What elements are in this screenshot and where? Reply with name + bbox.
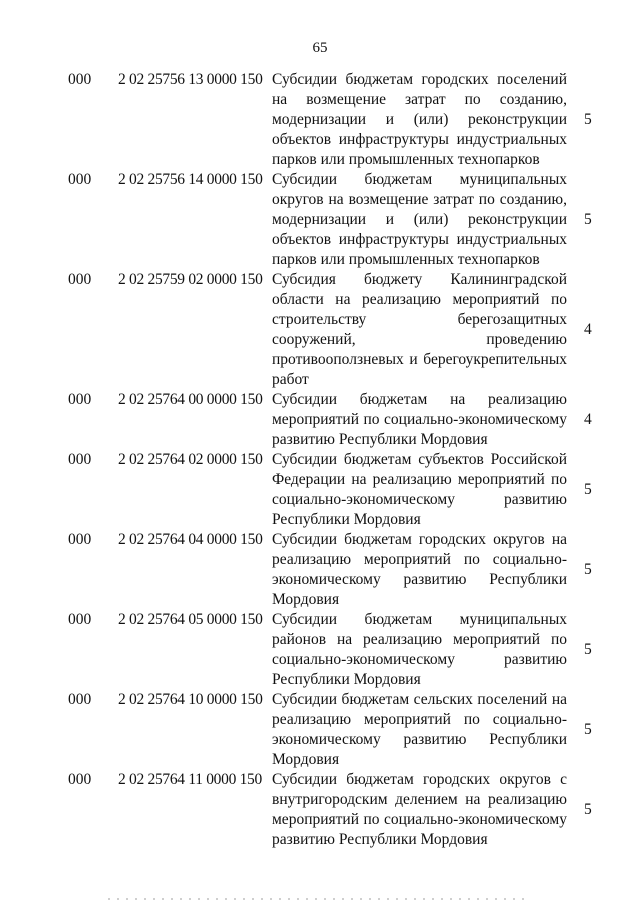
row-digit: 5 [584, 211, 592, 228]
income-name: Субсидии бюджетам городских округов на реализацию мероприятий по социально-экономическому развитию Республики Мордовия [272, 531, 567, 608]
budget-classification-code: 2 02 25756 13 0000 150 [118, 71, 263, 88]
row-digit: 5 [584, 801, 592, 818]
row-digit: 5 [584, 721, 592, 738]
budget-classification-code: 2 02 25764 10 0000 150 [118, 691, 263, 708]
income-name: Субсидии бюджетам городских поселений на возмещение затрат по созданию, модернизации и (или) реконструкции объектов инфраструктуры индустриальных парков или промышленных технопарков [272, 71, 567, 168]
table-row [0, 450, 640, 530]
row-digit: 4 [584, 321, 592, 338]
table-row [0, 690, 640, 770]
table-row [0, 770, 640, 850]
table-row [0, 530, 640, 610]
income-name: Субсидии бюджетам субъектов Российской Федерации на реализацию мероприятий по социально-экономическому развитию Республики Мордовия [272, 451, 567, 528]
admin-code: 000 [68, 691, 92, 708]
income-name: Субсидии бюджетам муниципальных округов на возмещение затрат по созданию, модернизации и (или) реконструкции объектов инфраструктуры индустриальных парков или промышленных технопарков [272, 171, 567, 268]
admin-code: 000 [68, 451, 92, 468]
table-row [0, 70, 640, 170]
budget-classification-code: 2 02 25764 05 0000 150 [118, 611, 263, 628]
admin-code: 000 [68, 531, 92, 548]
budget-classification-code: 2 02 25756 14 0000 150 [118, 171, 263, 188]
admin-code: 000 [68, 271, 92, 288]
table-row [0, 170, 640, 270]
page-number: 65 [312, 40, 328, 56]
budget-classification-code: 2 02 25764 02 0000 150 [118, 451, 263, 468]
income-name: Субсидии бюджетам на реализацию мероприятий по социально-экономическому развитию Республики Мордовия [272, 391, 567, 448]
row-digit: 4 [584, 411, 592, 428]
row-digit: 5 [584, 561, 592, 578]
admin-code: 000 [68, 71, 92, 88]
income-name: Субсидии бюджетам городских округов с внутригородским делением на реализацию мероприятий по социально-экономическому развитию Республики Мордовия [272, 771, 567, 848]
budget-code-table [0, 70, 640, 850]
row-digit: 5 [584, 481, 592, 498]
income-name: Субсидии бюджетам сельских поселений на реализацию мероприятий по социально-экономическому развитию Республики Мордовия [272, 691, 567, 768]
row-digit: 5 [584, 111, 592, 128]
admin-code: 000 [68, 771, 92, 788]
budget-classification-code: 2 02 25764 11 0000 150 [118, 771, 262, 788]
table-row [0, 390, 640, 450]
budget-classification-code: 2 02 25759 02 0000 150 [118, 271, 263, 288]
scan-artifact-line [108, 898, 528, 900]
budget-classification-code: 2 02 25764 04 0000 150 [118, 531, 263, 548]
table-row [0, 270, 640, 390]
income-name: Субсидии бюджетам муниципальных районов на реализацию мероприятий по социально-экономическому развитию Республики Мордовия [272, 611, 567, 688]
admin-code: 000 [68, 171, 92, 188]
budget-classification-code: 2 02 25764 00 0000 150 [118, 391, 263, 408]
admin-code: 000 [68, 611, 92, 628]
income-name: Субсидия бюджету Калининградской области на реализацию мероприятий по строительству берегозащитных сооружений, проведению противооползневых и берегоукрепительных работ [272, 271, 567, 388]
row-digit: 5 [584, 641, 592, 658]
admin-code: 000 [68, 391, 92, 408]
table-row [0, 610, 640, 690]
